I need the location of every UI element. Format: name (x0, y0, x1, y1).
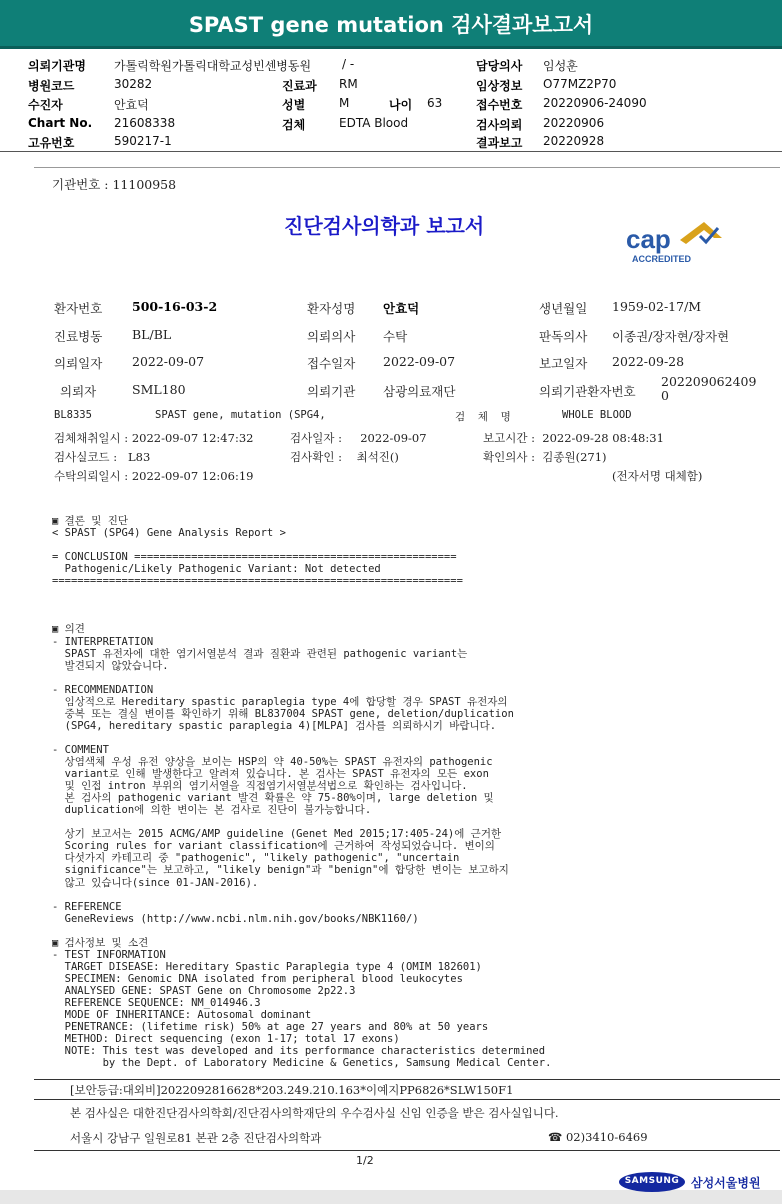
report-line: 발견되지 않았습니다. (52, 659, 169, 672)
header-label: 임상정보 (476, 79, 523, 93)
report-line: SPAST 유전자에 대한 염기서열분석 결과 질환과 관련된 pathogenic variant는 (52, 647, 468, 660)
header-label: 접수번호 (476, 98, 523, 112)
meta-field: 수탁의뢰일시 : 2022-09-07 12:06:19 (54, 469, 254, 483)
header-value: 590217-1 (114, 134, 172, 148)
report-line: = CONCLUSION =================================================== (52, 551, 457, 564)
report-line: ▣ 검사정보 및 소견 (52, 936, 149, 949)
patient-field-value: 202209062409 0 (661, 374, 757, 403)
header-label: 검체 (282, 118, 306, 132)
report-line: by the Dept. of Laboratory Medicine & Genetics, Samsung Medical Center. (52, 1057, 552, 1070)
report-line: METHOD: Direct sequencing (exon 1-17; total 17 exons) (52, 1033, 400, 1046)
report-line: 다섯가지 카테고리 중 "pathogenic", "likely pathogenic", "uncertain (52, 852, 460, 865)
report-line: 상염색체 우성 유전 양상을 보이는 HSP의 약 40-50%는 SPAST 유전자의 pathogenic (52, 756, 493, 768)
report-line: < SPAST (SPG4) Gene Analysis Report > (52, 527, 286, 540)
header-value: 안효덕 (114, 98, 149, 112)
report-title: 진단검사의학과 보고서 (284, 214, 485, 238)
samsung-logo (619, 1172, 685, 1192)
cap-accredited-text: ACCREDITED (632, 254, 692, 264)
test-code: BL8335 (54, 409, 92, 421)
header-value: 20220906 (543, 116, 605, 130)
report-line: 임상적으로 Hereditary spastic paraplegia type 4에 합당할 경우 SPAST 유전자의 (52, 695, 508, 708)
page-bottom-bar (0, 1190, 782, 1204)
footer-mid-line (34, 1099, 780, 1100)
report-line: PENETRANCE: (lifetime risk) 50% at age 27 years and 80% at 50 years (52, 1021, 489, 1034)
report-line: MODE OF INHERITANCE: Autosomal dominant (52, 1009, 312, 1022)
report-line: - TEST INFORMATION (52, 948, 166, 961)
report-line: REFERENCE SEQUENCE: NM_014946.3 (52, 997, 261, 1009)
meta-field: 검사확인 : 최석진() (290, 450, 399, 464)
page-number: 1/2 (356, 1154, 374, 1167)
patient-field-value: 삼광의료재단 (383, 384, 456, 399)
report-line: 않고 있습니다(since 01-JAN-2016). (52, 876, 259, 889)
header-label: 고유번호 (28, 136, 75, 150)
report-line: ================================================================= (52, 575, 463, 588)
report-line: TARGET DISEASE: Hereditary Spastic Paraplegia type 4 (OMIM 182601) (52, 960, 482, 973)
patient-field-label: 의뢰기관 (307, 384, 356, 399)
patient-field-label: 생년월일 (539, 301, 588, 316)
age-label: 나이 (389, 98, 413, 112)
meta-field: 보고시간 : 2022-09-28 08:48:31 (483, 431, 664, 445)
header-label: 수진자 (28, 98, 63, 112)
header-value: RM (339, 77, 358, 91)
meta-field: 검체채취일시 : 2022-09-07 12:47:32 (54, 431, 254, 445)
security-line: [보안등급:대외비]2022092816628*203.249.210.163*이예지PP6826*SLW150F1 (70, 1083, 514, 1097)
header-value: M (339, 96, 350, 110)
patient-field-value: 2022-09-28 (612, 354, 685, 369)
report-line: SPECIMEN: Genomic DNA isolated from peripheral blood leukocytes (52, 972, 463, 985)
patient-field-label: 보고일자 (539, 356, 588, 371)
cap-text: cap (626, 224, 671, 254)
patient-field-label: 접수일자 (307, 356, 356, 371)
certification-text: 본 검사실은 대한진단검사의학회/진단검사의학재단의 우수검사실 신임 인증을 받은 검사실입니다. (70, 1106, 559, 1120)
patient-field-label: 의뢰기관환자번호 (539, 384, 636, 399)
patient-field-value: 이종권/장자현/장자현 (612, 329, 730, 344)
samsung-logo-text: SAMSUNG (624, 1176, 680, 1186)
report-line: significance"는 보고하고, "likely benign"과 "benign"에 합당한 변이는 보고하지 (52, 864, 509, 877)
specimen-label: 검 체 명 (455, 411, 511, 423)
test-name: SPAST gene, mutation (SPG4, (155, 409, 326, 421)
patient-field-label: 의뢰일자 (54, 356, 103, 371)
address-text: 서울시 강남구 일원로81 본관 2층 진단검사의학과 (70, 1131, 322, 1145)
patient-field-label: 환자번호 (54, 301, 103, 316)
report-line: 본 검사의 pathogenic variant 발견 확률은 약 75-80%이며, large deletion 및 (52, 792, 494, 805)
report-line: - COMMENT (52, 743, 109, 756)
footer-bottom-line (34, 1150, 780, 1151)
header-value: 가톨릭학원가톨릭대학교성빈센병동원 (114, 59, 312, 73)
header-label: 결과보고 (476, 136, 523, 150)
header-divider (0, 151, 782, 152)
report-line: Pathogenic/Likely Pathogenic Variant: Not detected (52, 563, 381, 576)
header-label: 검사의뢰 (476, 118, 523, 132)
footer-top-line (34, 1079, 780, 1080)
header-label: 성별 (282, 98, 306, 112)
header-label: 병원코드 (28, 79, 75, 93)
report-line: GeneReviews (http://www.ncbi.nlm.nih.gov/books/NBK1160/) (52, 912, 419, 925)
header-value: EDTA Blood (339, 116, 409, 130)
patient-field-value: 2022-09-07 (383, 354, 456, 369)
header-value: / - (342, 57, 355, 71)
institution-number: 기관번호 : 11100958 (52, 177, 177, 192)
header-value: 임성훈 (543, 59, 578, 73)
patient-field-value: BL/BL (132, 327, 172, 342)
cap-accredited-logo (620, 214, 732, 270)
header-value: O77MZ2P70 (543, 77, 617, 91)
report-line: 및 인접 intron 부위의 염기서열을 직접염기서열분석법으로 확인하는 검사입니다. (52, 780, 468, 793)
patient-field-value: SML180 (132, 382, 186, 397)
report-line: ANALYSED GENE: SPAST Gene on Chromosome 2p22.3 (52, 984, 356, 997)
report-line: - INTERPRETATION (52, 635, 154, 648)
report-divider (34, 167, 780, 168)
patient-field-label: 의뢰자 (60, 384, 97, 399)
patient-field-label: 진료병동 (54, 329, 103, 344)
report-line: NOTE: This test was developed and its performance characteristics determined (52, 1045, 546, 1058)
report-line: ▣ 결론 및 진단 (52, 515, 129, 527)
header-label: 의뢰기관명 (28, 59, 86, 73)
report-line: 중복 또는 결실 변이를 확인하기 위해 BL837004 SPAST gene, deletion/duplication (52, 707, 514, 720)
report-line: Scoring rules for variant classification에 근거하여 작성되었습니다. 변이의 (52, 840, 495, 853)
meta-field: 검사실코드 : L83 (54, 450, 151, 464)
patient-field-value: 500-16-03-2 (132, 299, 218, 314)
report-line: duplication에 의한 변이는 본 검사로 진단이 불가능합니다. (52, 804, 372, 817)
header-value: 30282 (114, 77, 153, 91)
meta-field: 검사일자 : 2022-09-07 (290, 431, 427, 445)
patient-field-value: 2022-09-07 (132, 354, 205, 369)
header-label: Chart No. (28, 116, 93, 130)
header-label: 진료과 (282, 79, 317, 93)
header-value: 20220906-24090 (543, 96, 647, 110)
age-value: 63 (427, 96, 443, 110)
report-line: - RECOMMENDATION (52, 683, 154, 696)
patient-field-value: 1959-02-17/M (612, 299, 702, 314)
header-value: 21608338 (114, 116, 176, 130)
header-value: 20220928 (543, 134, 605, 148)
report-line: variant로 인해 발생한다고 알려져 있습니다. 본 검사는 SPAST 유전자의 모든 exon (52, 768, 489, 781)
patient-field-value: 안효덕 (383, 301, 420, 316)
header-label: 담당의사 (476, 59, 523, 73)
report-line: ▣ 의견 (52, 623, 85, 636)
patient-field-label: 의뢰의사 (307, 329, 356, 344)
patient-field-value: 수탁 (383, 329, 408, 344)
document-title: SPAST gene mutation 검사결과보고서 (188, 13, 594, 37)
report-line: 상기 보고서는 2015 ACMG/AMP guideline (Genet Med 2015;17:405-24)에 근거한 (52, 828, 502, 841)
report-line: - REFERENCE (52, 900, 122, 913)
hospital-name: 삼성서울병원 (691, 1176, 761, 1190)
patient-field-label: 환자성명 (307, 301, 356, 316)
phone-text: ☎ 02)3410-6469 (548, 1130, 648, 1144)
e-signature-note: (전자서명 대체함) (612, 469, 703, 483)
patient-field-label: 판독의사 (539, 329, 588, 344)
report-line: (SPG4, hereditary spastic paraplegia 4)[MLPA] 검사를 의뢰하시기 바랍니다. (52, 719, 497, 732)
title-bar (0, 0, 782, 49)
meta-field: 확인의사 : 김종원(271) (483, 450, 607, 464)
specimen-value: WHOLE BLOOD (562, 409, 632, 421)
